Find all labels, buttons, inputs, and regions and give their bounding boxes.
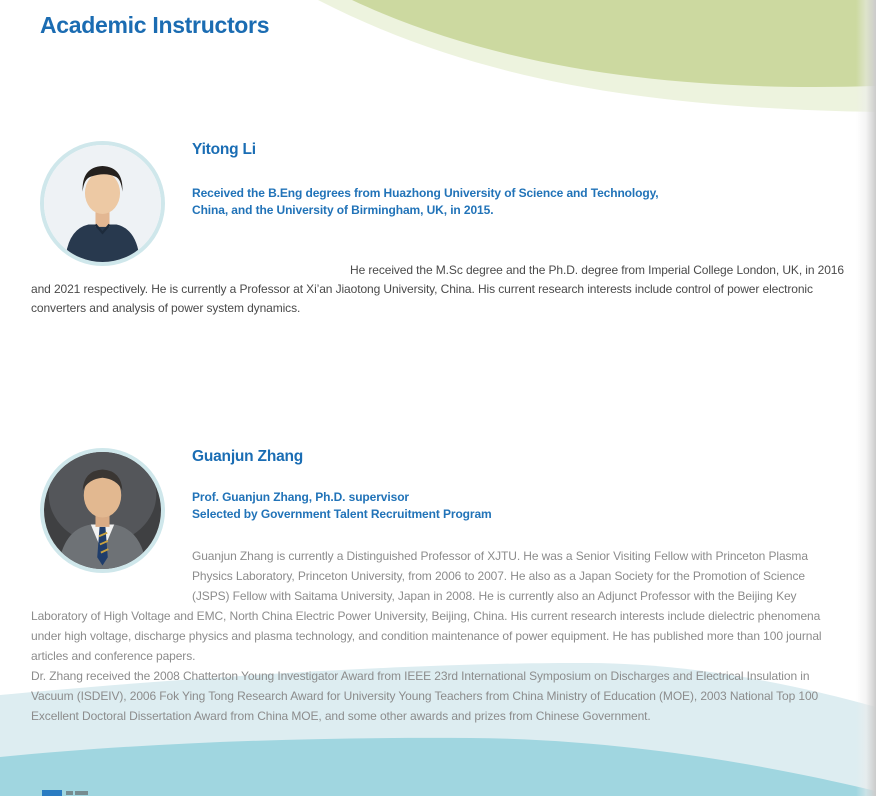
cutoff-logo-text-fragment <box>75 791 88 795</box>
instructor-role-line: Selected by Government Talent Recruitment Program <box>192 507 492 521</box>
cutoff-logo <box>42 789 88 796</box>
instructor-photo-2 <box>40 448 165 573</box>
instructor-bio: Guanjun Zhang is currently a Distinguished Professor of XJTU. He was a Senior Visiting Fellow with Princeton Plasma Physics Laboratory, Princeton University, from 2006 to 2007. He also as a Japan Society for the Promotion of Science (JSPS) Fellow with Saitama University, Japan in 2008. He is currently also an Adjunct Professor with the Beijing Key Laboratory of High Voltage and EMC, North China Electric Power University, Beijing, China. His current research interests include dielectric phenomena under high voltage, discharge physics and plasma technology, and condition maintenance of power equipment. He has published more than 100 journal articles and conference papers. <box>31 549 822 663</box>
page-title: Academic Instructors <box>40 12 270 38</box>
cutoff-logo-flag-icon <box>42 790 62 796</box>
instructor-name: Yitong Li <box>192 141 256 158</box>
instructor-bio: He received the M.Sc degree and the Ph.D. degree from Imperial College London, UK, in 2016 and 2021 respectively. He is currently a Professor at Xi’an Jiaotong University, China. His current research interests include control of power electronic converters and analysis of power system dynamics. <box>31 263 844 315</box>
instructor-card-1 <box>31 141 845 318</box>
instructor-card-2 <box>31 448 845 726</box>
instructor-highlight: Received the B.Eng degrees from Huazhong University of Science and Technology, China, and the University of Birmingham, UK, in 2015. <box>192 186 659 217</box>
instructor-awards-bio: Dr. Zhang received the 2008 Chatterton Young Investigator Award from IEEE 23rd International Symposium on Discharges and Electrical Insulation in Vacuum (ISDEIV), 2006 Fok Ying Tong Research Award for University Young Teachers from China Ministry of Education (MOE), 2003 National Top 100 Excellent Doctoral Dissertation Award from China MOE, and some other awards and prizes from Chinese Government. <box>31 669 819 723</box>
page-content <box>0 12 876 726</box>
instructor-name: Guanjun Zhang <box>192 448 304 465</box>
portrait-placeholder-icon <box>44 452 161 569</box>
cutoff-logo-text-fragment <box>66 791 73 795</box>
instructor-role-line: Prof. Guanjun Zhang, Ph.D. supervisor <box>192 490 409 504</box>
portrait-placeholder-icon <box>44 145 161 262</box>
instructor-photo-1 <box>40 141 165 266</box>
